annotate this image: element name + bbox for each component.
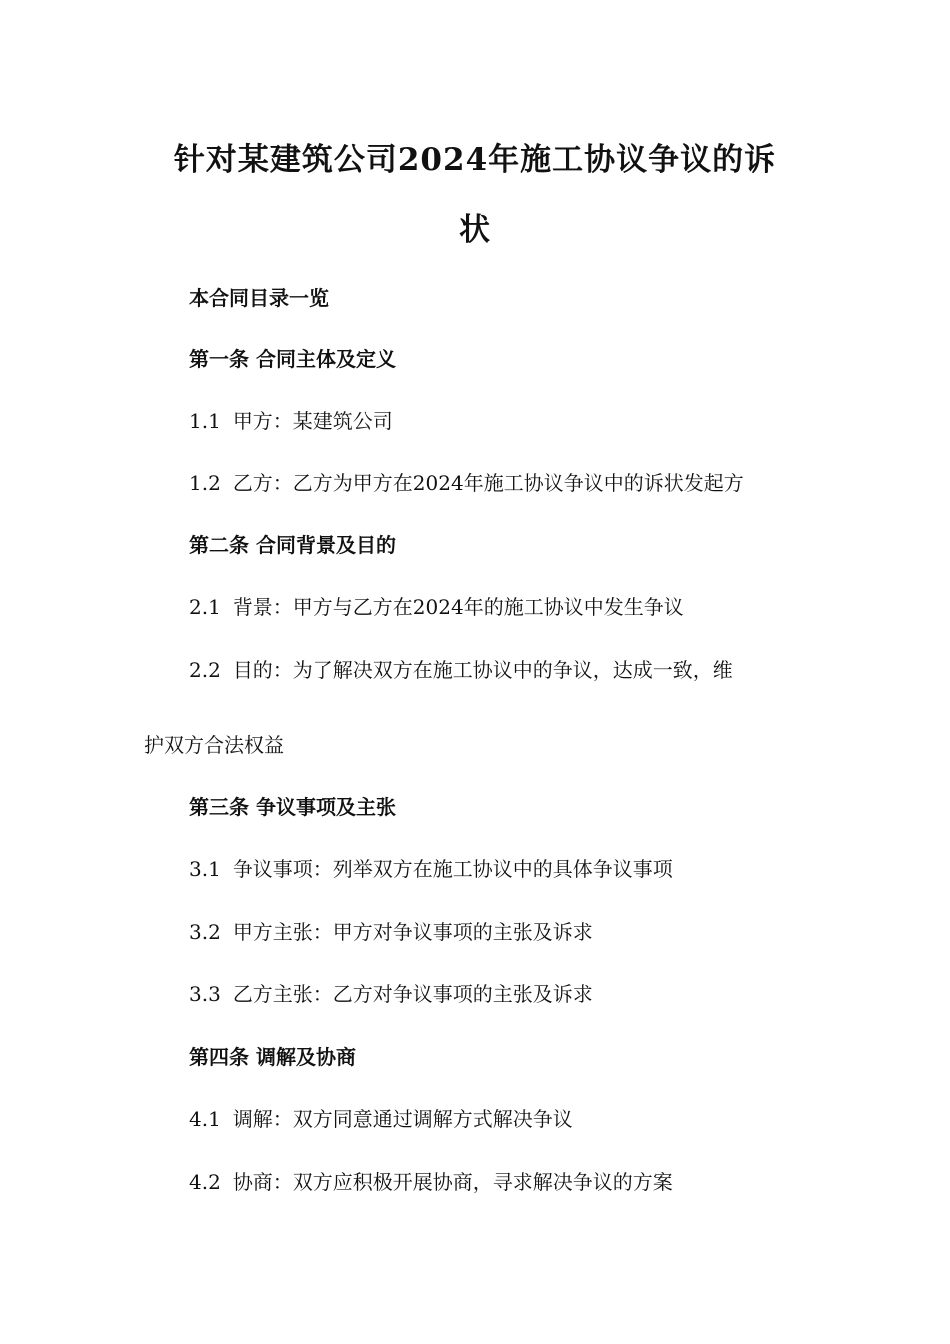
toc-heading: 本合同目录一览 (189, 286, 329, 310)
document-title-line-1: 针对某建筑公司2024年施工协议争议的诉 (173, 142, 777, 178)
clause-number: 1.1 (189, 409, 221, 433)
section-heading-4: 第四条 调解及协商 (189, 1045, 356, 1069)
clause-number: 2.1 (189, 595, 221, 619)
clause-number: 3.1 (189, 857, 221, 881)
clause-number: 4.1 (189, 1107, 221, 1131)
clause-2-1 (189, 593, 684, 621)
clause-text: 调解：双方同意通过调解方式解决争议 (232, 1107, 573, 1131)
clause-2-2 (189, 656, 733, 684)
document-title-line-2: 状 (459, 212, 491, 248)
clause-3-3 (189, 980, 593, 1008)
clause-text: 甲方：某建筑公司 (232, 409, 393, 433)
clause-text: 乙方主张：乙方对争议事项的主张及诉求 (232, 982, 593, 1006)
clause-text: 乙方：乙方为甲方在2024年施工协议争议中的诉状发起方 (232, 471, 744, 495)
clause-number: 4.2 (189, 1170, 221, 1194)
clause-text: 目的：为了解决双方在施工协议中的争议，达成一致，维 (232, 658, 733, 682)
clause-number: 3.3 (189, 982, 221, 1006)
clause-3-2 (189, 918, 593, 946)
clause-4-2 (189, 1168, 673, 1196)
clause-2-2-continuation: 护双方合法权益 (144, 733, 284, 757)
clause-4-1 (189, 1105, 573, 1133)
clause-3-1 (189, 855, 673, 883)
clause-1-2 (189, 469, 744, 497)
clause-text: 甲方主张：甲方对争议事项的主张及诉求 (232, 920, 593, 944)
clause-text: 协商：双方应积极开展协商，寻求解决争议的方案 (232, 1170, 673, 1194)
clause-number: 2.2 (189, 658, 221, 682)
section-heading-2: 第二条 合同背景及目的 (189, 533, 396, 557)
clause-1-1 (189, 407, 393, 435)
section-heading-3: 第三条 争议事项及主张 (189, 795, 396, 819)
clause-number: 1.2 (189, 471, 221, 495)
clause-number: 3.2 (189, 920, 221, 944)
clause-text: 背景：甲方与乙方在2024年的施工协议中发生争议 (232, 595, 684, 619)
section-heading-1: 第一条 合同主体及定义 (189, 347, 396, 371)
clause-text: 争议事项：列举双方在施工协议中的具体争议事项 (232, 857, 673, 881)
